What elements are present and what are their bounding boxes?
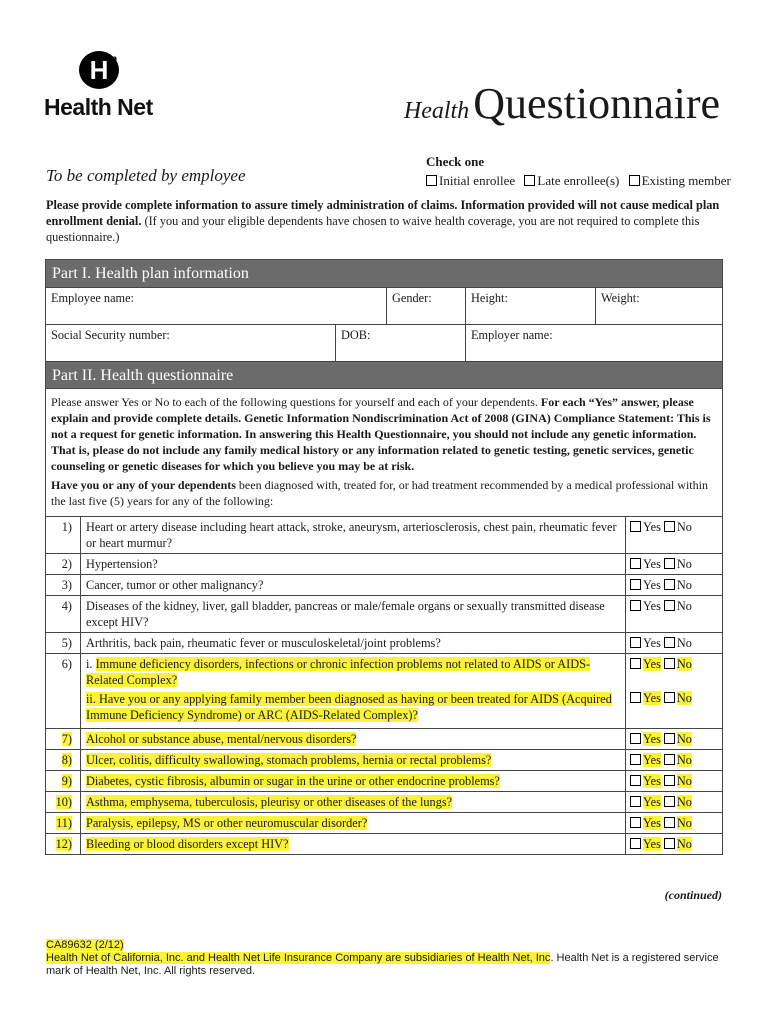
- no-checkbox[interactable]: [664, 637, 675, 648]
- yes-checkbox[interactable]: [630, 521, 641, 532]
- question-row: [46, 516, 722, 553]
- question-row: [46, 632, 722, 653]
- yes-label: Yes: [643, 557, 661, 571]
- question-text: Diseases of the kidney, liver, gall bladder, pancreas or male/female organs or sexually transmitted disease except HIV?: [81, 596, 626, 632]
- no-label: No: [676, 557, 692, 571]
- yes-no-group: [630, 519, 718, 535]
- option-initial-enrollee[interactable]: Initial enrollee: [426, 173, 515, 188]
- yes-label: Yes: [643, 837, 661, 851]
- no-label: No: [676, 657, 692, 671]
- question-text: Arthritis, back pain, rheumatic fever or musculoskeletal/joint problems?: [81, 633, 626, 653]
- question-text: Diabetes, cystic fibrosis, albumin or sugar in the urine or other endocrine problems?: [81, 771, 626, 791]
- form-code: CA89632 (2/12): [46, 939, 124, 951]
- question-text: Cancer, tumor or other malignancy?: [81, 575, 626, 595]
- height-field[interactable]: Height:: [465, 288, 595, 324]
- continued-note: (continued): [664, 888, 722, 902]
- question-row: [46, 553, 722, 574]
- question-answers: [626, 575, 722, 595]
- question-answers: [626, 771, 722, 791]
- part2-heading: Part II. Health questionnaire: [46, 361, 722, 388]
- gender-field[interactable]: Gender:: [386, 288, 465, 324]
- part1-row-2: [46, 324, 722, 361]
- yes-label: Yes: [643, 657, 661, 671]
- footer-trademark: . Health Net is a registered service mark of Health Net, Inc. All rights reserved.: [46, 952, 719, 977]
- question-row: [46, 770, 722, 791]
- yes-label: Yes: [643, 795, 661, 809]
- intro-bold: Please provide complete information to assure timely administration of claims. Information provided will not cause medical plan enrollment denial.: [46, 198, 720, 228]
- title-small: Health: [403, 98, 470, 124]
- option-existing-member[interactable]: Existing member: [629, 173, 731, 188]
- question-number: 5): [46, 633, 81, 653]
- yes-checkbox[interactable]: [630, 558, 641, 569]
- yes-checkbox[interactable]: [630, 796, 641, 807]
- svg-text:n: n: [111, 54, 118, 65]
- questionnaire-form: [45, 259, 723, 855]
- footer-subsidiaries: Health Net of California, Inc. and Health Net Life Insurance Company are subsidiaries of Health Net, Inc: [46, 952, 551, 964]
- ssn-field[interactable]: Social Security number:: [51, 328, 170, 342]
- option-late-enrollee[interactable]: Late enrollee(s): [524, 173, 619, 188]
- question-text: i. Immune deficiency disorders, infections or chronic infection problems not related to AIDS or AIDS-Related Complex? ii. Have you or any applying family member been diagnosed as having or been treated for AIDS (Acquired Immune Deficiency Syndrome) or ARC (AIDS-Related Complex)?: [81, 654, 626, 728]
- no-label: No: [676, 636, 692, 650]
- question-text: Asthma, emphysema, tuberculosis, pleurisy or other diseases of the lungs?: [81, 792, 626, 812]
- question-row: [46, 653, 722, 728]
- question-answers: [626, 596, 722, 632]
- yes-no-group: [630, 598, 718, 614]
- yes-no-group: [630, 690, 718, 706]
- question-text: Ulcer, colitis, difficulty swallowing, stomach problems, hernia or rectal problems?: [81, 750, 626, 770]
- no-label: No: [676, 795, 692, 809]
- question-row: [46, 595, 722, 632]
- question-text: Bleeding or blood disorders except HIV?: [81, 834, 626, 854]
- footer: [46, 939, 726, 978]
- no-label: No: [676, 753, 692, 767]
- intro-normal: (If you and your eligible dependents have chosen to waive health coverage, you are not required to complete this questionnaire.): [46, 214, 700, 244]
- brand-name: Health Net: [44, 94, 153, 120]
- yes-label: Yes: [643, 599, 661, 613]
- question-number: 6): [46, 654, 81, 728]
- yes-checkbox[interactable]: [630, 579, 641, 590]
- question-answers: [626, 554, 722, 574]
- dob-field[interactable]: DOB:: [335, 325, 465, 361]
- yes-label: Yes: [643, 753, 661, 767]
- yes-no-group: [630, 577, 718, 593]
- intro-text: [46, 197, 726, 245]
- question-number: 8): [46, 750, 81, 770]
- question-number: 12): [46, 834, 81, 854]
- svg-text:H: H: [89, 55, 109, 85]
- question-row: [46, 728, 722, 749]
- question-number: 10): [46, 792, 81, 812]
- no-label: No: [676, 578, 692, 592]
- question-number: 1): [46, 517, 81, 553]
- yes-no-group: [630, 731, 718, 747]
- question-answers: [626, 654, 722, 728]
- no-checkbox[interactable]: [664, 796, 675, 807]
- question-row: [46, 791, 722, 812]
- yes-no-group: [630, 635, 718, 651]
- yes-checkbox[interactable]: [630, 775, 641, 786]
- page-title: [404, 78, 720, 129]
- no-label: No: [676, 599, 692, 613]
- part2-instructions: Please answer Yes or No to each of the following questions for yourself and each of your dependents. For each “Yes” answer, please explain and provide complete details. Genetic Information Nondiscrimination Act of 2008 (GINA) Compliance Statement: This is not a request for genetic information. In answering this Health Questionnaire, you should not include any genetic information. That is, please do not include any family medical history or any information related to genetic testing, genetic services, genetic counseling or genetic diseases for which you believe you may be at risk. Have you or any of your dependents been diagnosed with, treated for, or had treatment recommended by a medical professional within the last five (5) years for any of the following:: [46, 388, 722, 516]
- checkbox-icon[interactable]: [426, 175, 437, 186]
- yes-label: Yes: [643, 636, 661, 650]
- employer-name-field[interactable]: Employer name:: [465, 325, 722, 361]
- question-number: 4): [46, 596, 81, 632]
- no-checkbox[interactable]: [664, 692, 675, 703]
- no-checkbox[interactable]: [664, 838, 675, 849]
- yes-checkbox[interactable]: [630, 600, 641, 611]
- yes-label: Yes: [643, 774, 661, 788]
- yes-label: Yes: [643, 578, 661, 592]
- no-label: No: [676, 691, 692, 705]
- no-checkbox[interactable]: [664, 579, 675, 590]
- yes-checkbox[interactable]: [630, 817, 641, 828]
- yes-checkbox[interactable]: [630, 733, 641, 744]
- title-large: Questionnaire: [473, 79, 720, 128]
- question-text: Alcohol or substance abuse, mental/nervous disorders?: [81, 729, 626, 749]
- question-answers: [626, 834, 722, 854]
- question-answers: [626, 813, 722, 833]
- check-one-label: Check one: [426, 154, 485, 169]
- health-net-logo: [44, 48, 194, 120]
- no-checkbox[interactable]: [664, 521, 675, 532]
- no-label: No: [676, 837, 692, 851]
- no-label: No: [676, 732, 692, 746]
- subtitle: To be completed by employee: [46, 166, 246, 185]
- question-number: 9): [46, 771, 81, 791]
- no-checkbox[interactable]: [664, 558, 675, 569]
- no-checkbox[interactable]: [664, 754, 675, 765]
- yes-no-group: [630, 773, 718, 789]
- question-row: [46, 833, 722, 854]
- question-answers: [626, 729, 722, 749]
- yes-no-group: [630, 556, 718, 572]
- no-checkbox[interactable]: [664, 775, 675, 786]
- yes-label: Yes: [643, 816, 661, 830]
- yes-no-group: [630, 752, 718, 768]
- yes-checkbox[interactable]: [630, 692, 641, 703]
- question-number: 11): [46, 813, 81, 833]
- question-answers: [626, 633, 722, 653]
- yes-no-group: [630, 794, 718, 810]
- yes-checkbox[interactable]: [630, 658, 641, 669]
- question-answers: [626, 792, 722, 812]
- yes-no-group: [630, 815, 718, 831]
- checkbox-icon[interactable]: [629, 175, 640, 186]
- employee-name-field[interactable]: Employee name:: [51, 291, 134, 305]
- question-number: 2): [46, 554, 81, 574]
- question-row: [46, 812, 722, 833]
- no-checkbox[interactable]: [664, 733, 675, 744]
- question-answers: [626, 750, 722, 770]
- yes-checkbox[interactable]: [630, 754, 641, 765]
- question-text: Hypertension?: [81, 554, 626, 574]
- checkbox-icon[interactable]: [524, 175, 535, 186]
- no-checkbox[interactable]: [664, 600, 675, 611]
- no-label: No: [676, 816, 692, 830]
- yes-label: Yes: [643, 691, 661, 705]
- no-label: No: [676, 774, 692, 788]
- yes-no-group: [630, 836, 718, 852]
- question-number: 7): [46, 729, 81, 749]
- enrollment-type-group: [426, 154, 737, 189]
- health-net-logo-icon: [78, 48, 122, 90]
- question-text: Heart or artery disease including heart attack, stroke, aneurysm, arteriosclerosis, chest pain, rheumatic fever or heart murmur?: [81, 517, 626, 553]
- question-text: Paralysis, epilepsy, MS or other neuromuscular disorder?: [81, 813, 626, 833]
- yes-label: Yes: [643, 520, 661, 534]
- yes-checkbox[interactable]: [630, 838, 641, 849]
- questions-list: [46, 516, 722, 854]
- yes-checkbox[interactable]: [630, 637, 641, 648]
- question-number: 3): [46, 575, 81, 595]
- question-row: [46, 749, 722, 770]
- weight-field[interactable]: Weight:: [595, 288, 722, 324]
- yes-label: Yes: [643, 732, 661, 746]
- yes-no-group: [630, 656, 718, 672]
- question-row: [46, 574, 722, 595]
- no-checkbox[interactable]: [664, 817, 675, 828]
- no-label: No: [676, 520, 692, 534]
- part1-heading: Part I. Health plan information: [46, 260, 722, 287]
- question-answers: [626, 517, 722, 553]
- part1-row-1: [46, 287, 722, 324]
- no-checkbox[interactable]: [664, 658, 675, 669]
